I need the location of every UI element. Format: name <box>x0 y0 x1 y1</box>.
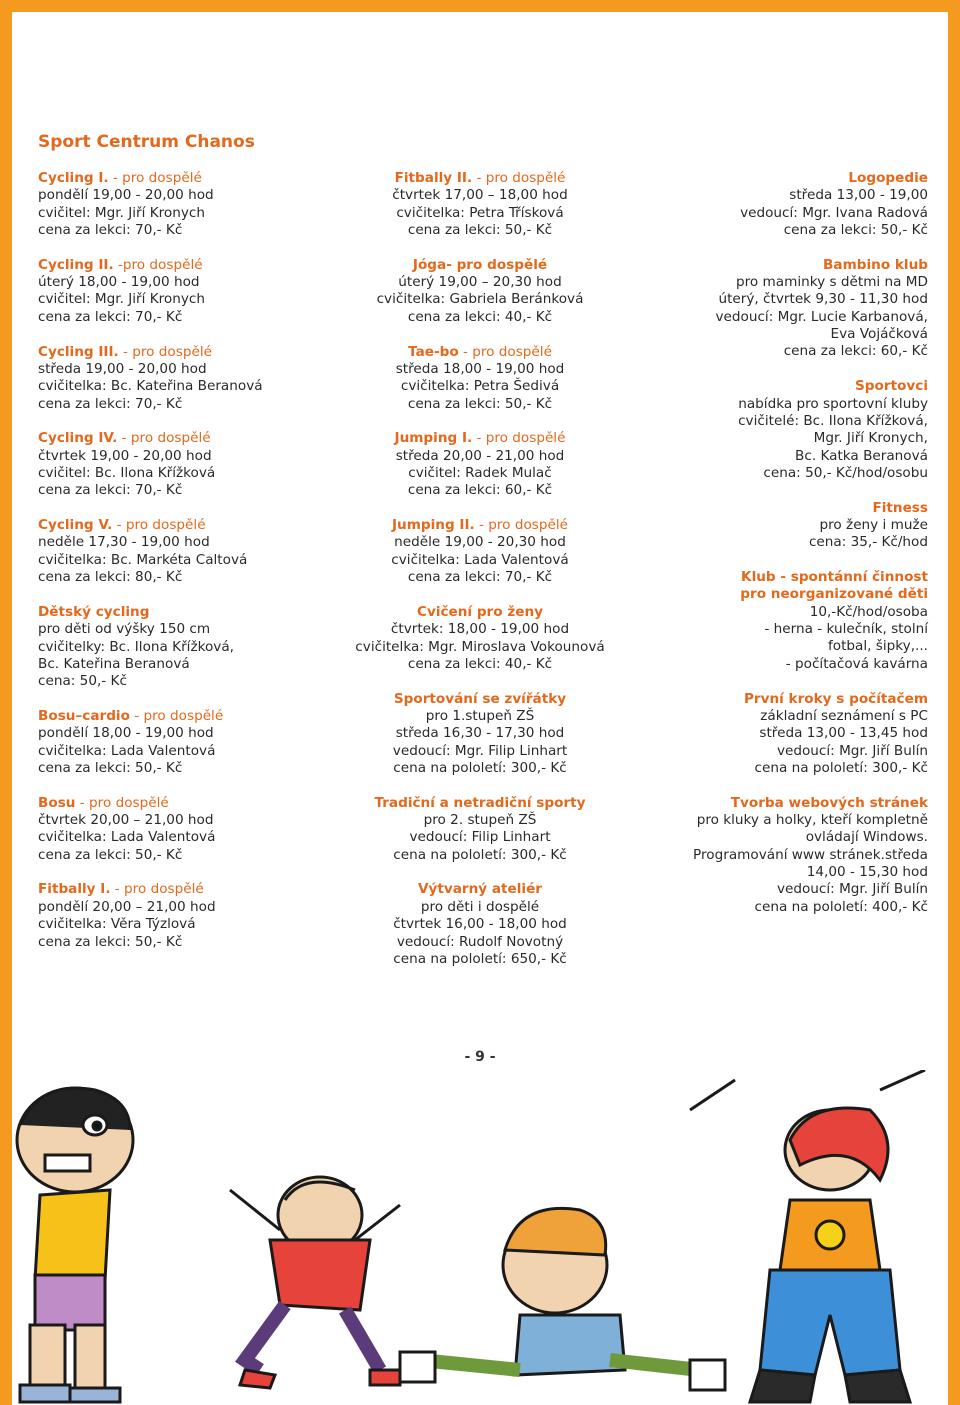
course-title: Dětský cycling <box>38 603 150 620</box>
course-detail-line: cvičitelky: Bc. Ilona Křížková, <box>38 638 234 655</box>
course-detail-line: čtvrtek 16,00 - 18,00 hod <box>393 916 567 933</box>
course-detail-line: čtvrtek 20,00 – 21,00 hod <box>38 812 214 829</box>
column-middle <box>330 170 630 986</box>
course-detail-line: středa 13,00 - 19,00 <box>789 187 928 204</box>
course-block <box>38 430 338 499</box>
course-detail-line: základní seznámení s PC <box>760 707 928 724</box>
course-heading-line <box>330 257 630 274</box>
course-detail-line: cvičitelka: Bc. Markéta Caltová <box>38 551 248 568</box>
course-audience: - pro dospělé <box>474 517 568 534</box>
course-audience: - pro dospělé <box>472 170 566 186</box>
kid-right-figure <box>690 1070 925 1402</box>
course-title: Sportování se zvířátky <box>393 690 567 707</box>
course-title: Cycling III. <box>38 343 119 360</box>
course-audience: - pro dospělé <box>108 170 202 186</box>
course-detail-line: cena za lekci: 70,- Kč <box>38 482 183 499</box>
course-heading-line <box>330 881 630 898</box>
course-detail-line: cena na pololetí: 300,- Kč <box>393 846 567 863</box>
course-detail-line: cena za lekci: 40,- Kč <box>407 655 553 672</box>
course-detail-line: cena na pololetí: 650,- Kč <box>393 950 567 967</box>
course-title: Tae-bo <box>408 343 459 360</box>
course-block <box>38 517 338 586</box>
course-detail-line: cena na pololetí: 300,- Kč <box>393 759 567 776</box>
course-block <box>330 344 630 413</box>
course-title: Fitness <box>872 499 928 516</box>
course-detail-line: úterý 18,00 - 19,00 hod <box>38 274 200 291</box>
course-detail-line: cvičitelé: Bc. Ilona Křížková, <box>738 412 928 429</box>
course-detail-line: 10,-Kč/hod/osoba <box>809 603 928 620</box>
kid-left-figure <box>17 1088 133 1402</box>
course-heading-line <box>330 517 630 534</box>
course-block <box>38 604 338 691</box>
course-block <box>330 257 630 326</box>
page-title: Sport Centrum Chanos <box>38 132 255 152</box>
course-detail-line: cena za lekci: 50,- Kč <box>38 759 183 776</box>
column-right <box>628 170 928 933</box>
course-detail-line: cena za lekci: 60,- Kč <box>783 343 928 360</box>
course-title: Tvorba webových stránek <box>730 794 928 811</box>
course-block <box>330 430 630 499</box>
course-title: Jóga- pro dospělé <box>412 256 548 273</box>
course-detail-line: vedoucí: Mgr. Jiří Bulín <box>776 742 928 759</box>
course-detail-line: čtvrtek 19,00 - 20,00 hod <box>38 447 212 464</box>
course-heading-line <box>38 170 338 187</box>
course-audience: -pro dospělé <box>113 256 203 273</box>
course-detail-line: 14,00 - 15,30 hod <box>806 864 928 881</box>
course-detail-line: - počítačová kavárna <box>785 655 928 672</box>
course-audience: - pro dospělé <box>129 707 224 724</box>
course-detail-line: cvičitelka: Bc. Kateřina Beranová <box>38 378 263 395</box>
course-block <box>38 344 338 413</box>
course-detail-line: cena za lekci: 60,- Kč <box>407 482 553 499</box>
course-title: Klub - spontánní činnost <box>741 569 928 586</box>
course-heading-line <box>628 170 928 187</box>
course-detail-line: cena za lekci: 40,- Kč <box>407 308 553 325</box>
course-block <box>628 569 928 673</box>
course-heading-line <box>330 344 630 361</box>
page-number: - 9 - <box>464 1049 496 1065</box>
course-heading-line <box>330 170 630 187</box>
course-detail-line: pro ženy i muže <box>819 517 928 534</box>
course-detail-line: středa 13,00 - 13,45 hod <box>759 725 928 742</box>
course-heading-line <box>38 430 338 447</box>
course-detail-line: Bc. Kateřina Beranová <box>38 655 190 672</box>
course-detail-line: čtvrtek 17,00 – 18,00 hod <box>392 187 568 204</box>
course-heading-line <box>38 257 338 274</box>
course-title: Cvičení pro ženy <box>416 603 544 620</box>
course-block <box>330 795 630 864</box>
course-detail-line: Programování www stránek.středa <box>693 846 928 863</box>
course-detail-line: cena: 50,- Kč/hod/osobu <box>763 464 928 481</box>
course-block <box>38 170 338 239</box>
course-detail-line: vedoucí: Filip Linhart <box>409 829 551 846</box>
course-detail-line: Eva Vojáčková <box>830 326 928 343</box>
course-detail-line: cena za lekci: 50,- Kč <box>38 933 183 950</box>
course-audience: - pro dospělé <box>472 430 566 447</box>
course-title: Cycling V. <box>38 517 113 534</box>
course-detail-line: cvičitel: Radek Mulač <box>408 464 552 481</box>
course-block <box>628 257 928 361</box>
course-heading-line <box>628 378 928 395</box>
course-block <box>628 170 928 239</box>
course-heading-line <box>38 881 338 898</box>
course-detail-line: cvičitelka: Gabriela Beránková <box>376 291 584 308</box>
course-detail-line: cvičitel: Bc. Ilona Křížková <box>38 464 216 481</box>
course-detail-line: cena: 35,- Kč/hod <box>808 534 928 551</box>
course-block <box>330 881 630 968</box>
course-detail-line: vedoucí: Mgr. Lucie Karbanová, <box>715 308 928 325</box>
course-heading-line <box>38 708 338 725</box>
course-block <box>38 881 338 950</box>
course-heading-line <box>38 795 338 812</box>
course-heading-line <box>38 517 338 534</box>
cartoon-kids-illustration <box>0 1070 960 1405</box>
course-detail-line: pro 2. stupeň ZŠ <box>423 812 537 829</box>
course-detail-line: pro 1.stupeň ZŠ <box>425 707 535 724</box>
course-heading-line <box>628 257 928 274</box>
course-title: Bosu <box>38 794 76 811</box>
course-title-continued: pro neorganizované děti <box>740 586 928 603</box>
course-detail-line: pondělí 19,00 - 20,00 hod <box>38 187 214 204</box>
course-detail-line: cena za lekci: 70,- Kč <box>38 395 183 412</box>
kid-middle-figure <box>230 1177 400 1388</box>
course-block <box>628 691 928 778</box>
course-detail-line: pondělí 20,00 – 21,00 hod <box>38 898 216 915</box>
course-detail-line: pro kluky a holky, kteří kompletně <box>696 812 928 828</box>
course-detail-line: pro maminky s dětmi na MD <box>735 274 928 291</box>
course-detail-line: středa 19,00 - 20,00 hod <box>38 360 207 377</box>
course-detail-line: cvičitelka: Lada Valentová <box>391 551 569 568</box>
course-heading-line <box>330 795 630 812</box>
course-heading-line <box>330 604 630 621</box>
course-title: Cycling I. <box>38 170 109 186</box>
course-detail-line: vedoucí: Rudolf Novotný <box>396 933 564 950</box>
course-detail-line: cena za lekci: 50,- Kč <box>783 222 928 239</box>
course-detail-line: cena za lekci: 50,- Kč <box>38 846 183 863</box>
course-detail-line: úterý 19,00 – 20,30 hod <box>398 274 562 291</box>
course-block <box>330 517 630 586</box>
course-detail-line: fotbal, šipky,... <box>827 638 928 655</box>
course-detail-line: cena za lekci: 50,- Kč <box>407 222 553 239</box>
course-detail-line: cena za lekci: 70,- Kč <box>38 222 183 239</box>
course-detail-line: cvičitelka: Petra Šedivá <box>400 378 560 395</box>
course-detail-line: cvičitelka: Lada Valentová <box>38 829 216 846</box>
course-title: Bambino klub <box>823 256 928 273</box>
course-block <box>38 708 338 777</box>
course-detail-line: neděle 17,30 - 19,00 hod <box>38 534 210 551</box>
course-detail-line: cena za lekci: 50,- Kč <box>407 395 553 412</box>
course-heading-line <box>628 500 928 517</box>
course-detail-line: cena na pololetí: 300,- Kč <box>754 759 928 776</box>
course-detail-line: cvičitel: Mgr. Jiří Kronych <box>38 204 206 221</box>
course-detail-line: středa 18,00 - 19,00 hod <box>395 360 565 377</box>
course-detail-line: úterý, čtvrtek 9,30 - 11,30 hod <box>718 291 928 308</box>
course-detail-line: neděle 19,00 - 20,30 hod <box>394 534 566 551</box>
course-detail-line: čtvrtek: 18,00 - 19,00 hod <box>390 621 570 638</box>
course-heading-line <box>628 569 928 586</box>
course-title: První kroky s počítačem <box>743 690 928 707</box>
course-block <box>38 795 338 864</box>
course-detail-line: nabídka pro sportovní kluby <box>738 395 928 412</box>
course-title: Sportovci <box>855 378 928 395</box>
course-detail-line: - herna - kulečník, stolní <box>764 621 928 638</box>
course-title: Tradiční a netradiční sporty <box>374 794 586 811</box>
course-heading-line <box>628 795 928 812</box>
course-audience: - pro dospělé <box>112 517 206 534</box>
course-block <box>628 378 928 482</box>
kid-sitting-figure <box>400 1208 725 1390</box>
course-detail-line: vedoucí: Mgr. Ivana Radová <box>740 204 928 221</box>
course-detail-line: cvičitelka: Petra Třísková <box>396 204 564 221</box>
course-title: Fitbally II. <box>394 170 473 186</box>
course-heading-line <box>38 604 338 621</box>
course-audience: - pro dospělé <box>110 881 204 898</box>
course-detail-line: vedoucí: Mgr. Jiří Bulín <box>776 881 928 898</box>
course-title: Cycling II. <box>38 256 114 273</box>
course-detail-line: cvičitel: Mgr. Jiří Kronych <box>38 291 206 308</box>
course-detail-line: středa 20,00 - 21,00 hod <box>395 447 565 464</box>
course-detail-line: cena za lekci: 70,- Kč <box>407 569 553 586</box>
course-block <box>330 691 630 778</box>
course-detail-line: ovládají Windows. <box>805 829 928 846</box>
course-block <box>38 257 338 326</box>
course-heading-line <box>38 344 338 361</box>
course-heading-line <box>330 691 630 708</box>
course-audience: - pro dospělé <box>118 343 212 360</box>
course-block <box>330 170 630 239</box>
course-block <box>330 604 630 673</box>
course-detail-line: cena na pololetí: 400,- Kč <box>754 898 928 915</box>
course-detail-line: středa 16,30 - 17,30 hod <box>395 725 565 742</box>
course-audience: - pro dospělé <box>117 430 211 447</box>
course-detail-line: cena za lekci: 80,- Kč <box>38 569 183 586</box>
course-title: Bosu–cardio <box>38 707 130 724</box>
course-detail-line: cvičitelka: Lada Valentová <box>38 742 216 759</box>
course-audience: - pro dospělé <box>458 343 552 360</box>
course-detail-line: pondělí 18,00 - 19,00 hod <box>38 725 214 742</box>
course-detail-line: vedoucí: Mgr. Filip Linhart <box>392 742 568 759</box>
course-block <box>628 795 928 916</box>
course-detail-line: Bc. Katka Beranová <box>795 447 928 464</box>
course-title: Výtvarný ateliér <box>417 881 543 898</box>
course-detail-line: cvičitelka: Věra Týzlová <box>38 916 196 933</box>
course-detail-line: cena: 50,- Kč <box>38 673 127 690</box>
course-title: Cycling IV. <box>38 430 118 447</box>
course-detail-line: pro děti i dospělé <box>420 898 540 915</box>
course-title: Jumping I. <box>394 430 473 447</box>
course-detail-line: Mgr. Jiří Kronych, <box>813 430 928 447</box>
course-title: Fitbally I. <box>38 881 111 898</box>
course-heading-line <box>628 691 928 708</box>
course-title: Jumping II. <box>392 517 475 534</box>
course-detail-line: cena za lekci: 70,- Kč <box>38 308 183 325</box>
course-heading-line <box>330 430 630 447</box>
course-title: Logopedie <box>848 170 928 186</box>
course-detail-line: cvičitelka: Mgr. Miroslava Vokounová <box>355 638 605 655</box>
course-detail-line: pro děti od výšky 150 cm <box>38 621 211 638</box>
column-left <box>38 170 338 968</box>
course-block <box>628 500 928 552</box>
course-audience: - pro dospělé <box>75 794 169 811</box>
